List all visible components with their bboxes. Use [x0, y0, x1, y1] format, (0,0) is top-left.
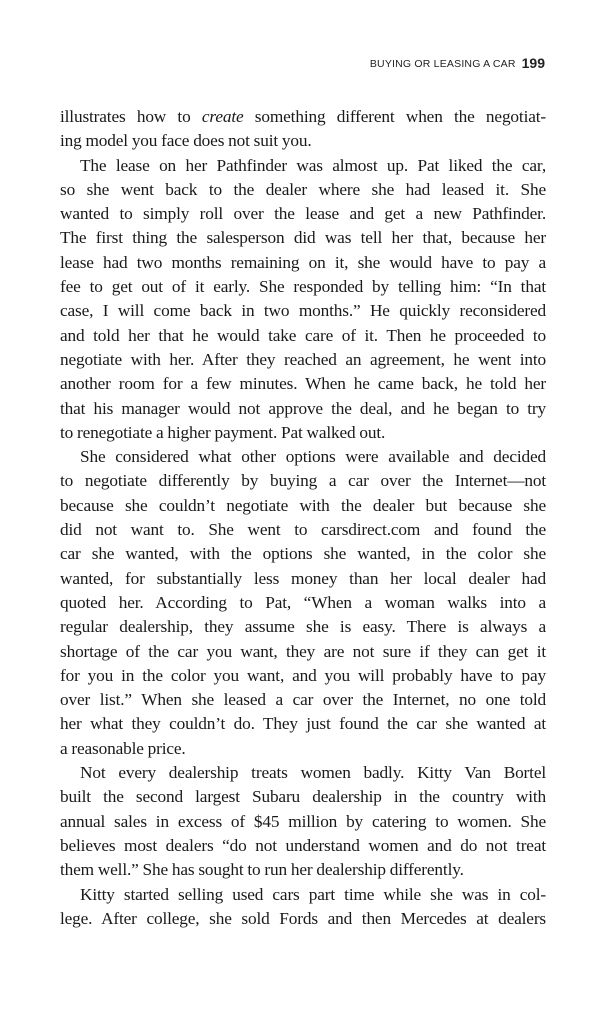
paragraph — [60, 761, 546, 882]
text-line: shortage of the car you want, they are not sure if they can get it — [60, 641, 546, 661]
text-line: did not want to. She went to carsdirect.com and found the — [60, 520, 546, 540]
text-line: case, I will come back in two months.” He quickly reconsidered — [60, 301, 546, 321]
text-line: quoted her. According to Pat, “When a woman walks into a — [60, 592, 546, 612]
paragraph — [60, 883, 546, 932]
text-line: regular dealership, they assume she is easy. There is always a — [60, 617, 546, 637]
text-line: to negotiate differently by buying a car over the Internet—not — [60, 471, 546, 491]
page-number: 199 — [521, 55, 545, 71]
text-line: wanted, for substantially less money than her local dealer had — [60, 568, 546, 588]
paragraph — [60, 105, 546, 154]
text-line: a reasonable price. — [60, 738, 186, 758]
body-text — [60, 105, 546, 931]
text-line: them well.” She has sought to run her dealership differently. — [60, 860, 464, 880]
text-line: annual sales in excess of $45 million by catering to women. She — [60, 811, 546, 831]
text-line: wanted to simply roll over the lease and get a new Pathfinder. — [60, 204, 546, 224]
text-line: Kitty started selling used cars part time while she was in col- — [80, 884, 546, 904]
text-line: ing model you face does not suit you. — [60, 131, 312, 151]
text-line: car she wanted, with the options she wanted, in the color she — [60, 544, 546, 564]
text-line: fee to get out of it early. She responded by telling him: “In that — [60, 277, 546, 297]
text-line: lease had two months remaining on it, she would have to pay a — [60, 252, 546, 272]
text-line: She considered what other options were available and decided — [80, 447, 546, 467]
paragraph — [60, 445, 546, 761]
text-line: her what they couldn’t do. They just found the car she wanted at — [60, 714, 546, 734]
text-line: The first thing the salesperson did was tell her that, because her — [60, 228, 546, 248]
text-line: to renegotiate a higher payment. Pat walked out. — [60, 422, 386, 442]
paragraph — [60, 154, 546, 446]
text-line: negotiate with her. After they reached an agreement, he went into — [60, 349, 546, 369]
text-line: lege. After college, she sold Fords and then Mercedes at dealers — [60, 908, 546, 928]
text-line: over list.” When she leased a car over the Internet, no one told — [60, 690, 546, 710]
text-line: because she couldn’t negotiate with the dealer but because she — [60, 495, 546, 515]
text-line: Not every dealership treats women badly. Kitty Van Bortel — [80, 763, 546, 783]
text-line: for you in the color you want, and you will probably have to pay — [60, 665, 546, 685]
running-title: BUYING OR LEASING A CAR — [369, 58, 516, 70]
text-line: that his manager would not approve the deal, and he began to try — [60, 398, 546, 418]
running-head — [370, 55, 545, 73]
text-line: The lease on her Pathfinder was almost up. Pat liked the car, — [80, 155, 546, 175]
text-line: another room for a few minutes. When he came back, he told her — [60, 374, 546, 394]
text-line: illustrates how to create something different when the negotiat- — [60, 107, 547, 126]
text-line: built the second largest Subaru dealership in the country with — [60, 787, 546, 807]
emphasis: create — [201, 107, 244, 126]
text-line: believes most dealers “do not understand women and do not treat — [60, 835, 546, 855]
text-line: so she went back to the dealer where she had leased it. She — [60, 179, 546, 199]
text-line: and told her that he would take care of it. Then he proceeded to — [60, 325, 546, 345]
